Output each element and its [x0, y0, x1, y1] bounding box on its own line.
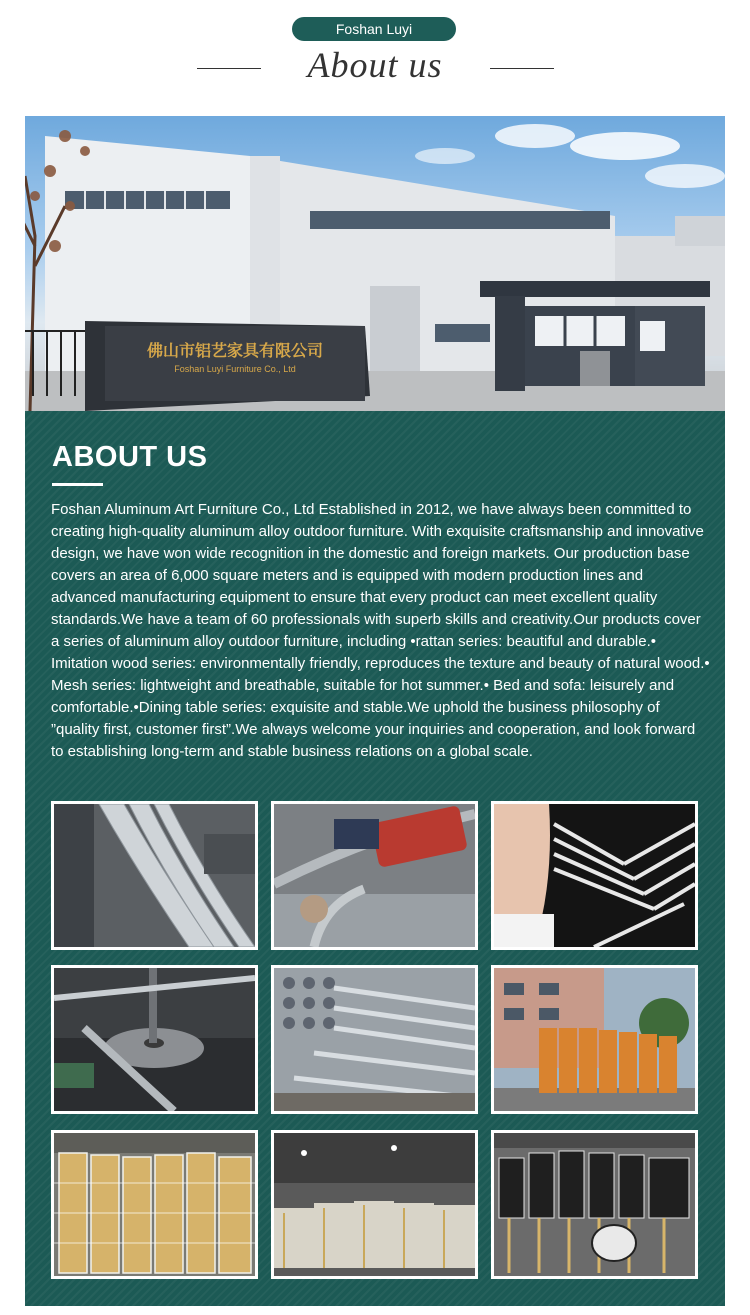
gallery-photo-chairs-warehouse-yard	[491, 965, 698, 1114]
brand-badge: Foshan Luyi	[292, 17, 456, 41]
title-divider-right	[490, 68, 554, 69]
gallery-photo-aluminum-profiles	[51, 801, 258, 950]
about-description: Foshan Aluminum Art Furniture Co., Ltd Established in 2012, we have always been committed to creating high-quality aluminum alloy outdoor furniture. With exquisite craftsmanship and innovative design, we have won wide recognition in the domestic and foreign markets. Our production base covers an area of 6,000 square meters and is equipped with modern production lines and advanced manufacturing equipment to ensure that every product can meet excellent quality standards.We have a team of 60 professionals with superb skills and creativity.Our products cover a series of aluminum alloy outdoor furniture, including •rattan series: beautiful and durable.• Imitation wood series: environmentally friendly, reproduces the texture and beauty of natural wood.• Mesh series: lightweight and breathable, suitable for hot summer.• Bed and sofa: leisurely and comfortable.•Dining table series: exquisite and stable.We uphold the business philosophy of ”quality first, customer first”.We always welcome your inquiries and cooperation, and look forward to establishing long-term and stable business relations on a global scale.	[51, 501, 710, 760]
gallery-photo-aluminum-tubes	[271, 965, 478, 1114]
about-panel	[25, 411, 725, 1306]
factory-photo	[25, 116, 725, 411]
title-divider-left	[197, 68, 261, 69]
factory-gallery	[51, 801, 699, 1279]
about-heading-underline	[52, 483, 103, 486]
factory-sign-en: Foshan Luyi Furniture Co., Ltd	[174, 364, 296, 374]
gallery-photo-tube-bender	[51, 965, 258, 1114]
gallery-photo-bending-tool	[271, 801, 478, 950]
about-heading: ABOUT US	[52, 441, 208, 473]
factory-sign-cn: 佛山市铝艺家具有限公司	[146, 341, 324, 360]
page-title: About us	[307, 45, 443, 85]
gallery-photo-rattan-weaving	[491, 801, 698, 950]
gallery-photo-chairs-indoor-stock	[271, 1130, 478, 1279]
gallery-photo-stacked-gold-chairs	[51, 1130, 258, 1279]
gallery-photo-rattan-bistro-chairs	[491, 1130, 698, 1279]
